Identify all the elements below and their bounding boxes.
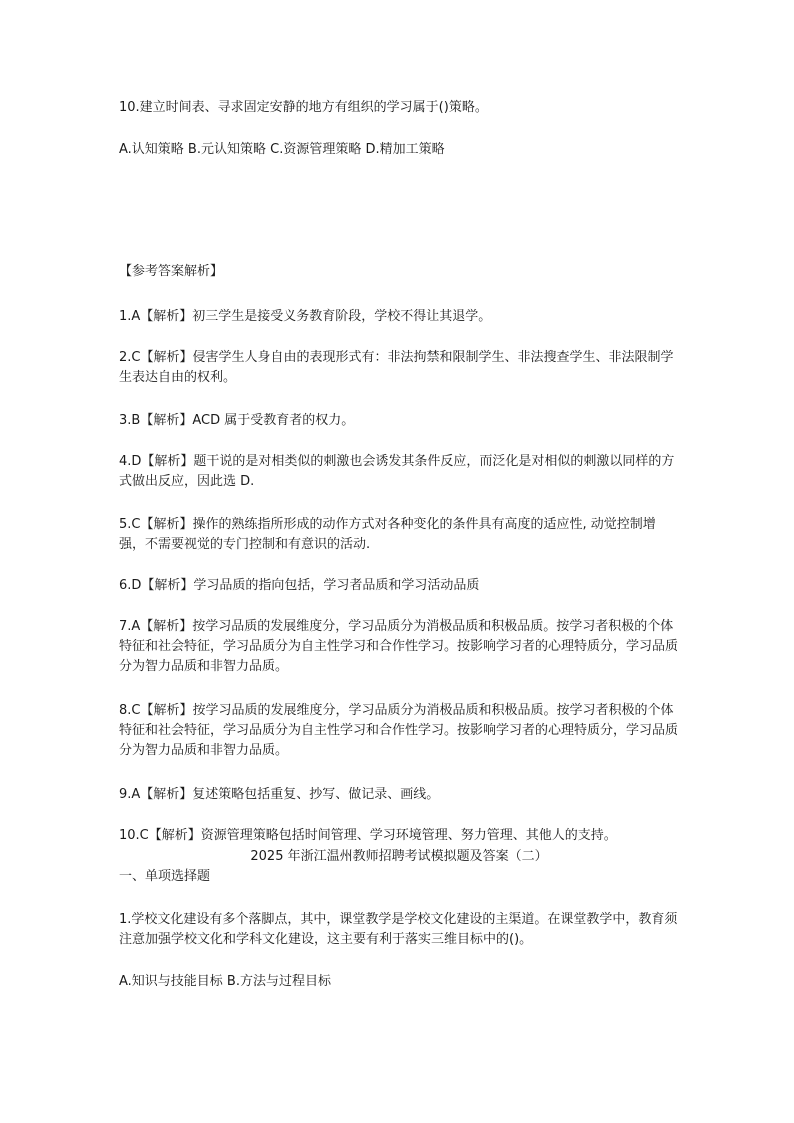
answer-item-10: 10.C【解析】资源管理策略包括时间管理、学习环境管理、努力管理、其他人的支持。 xyxy=(119,828,617,843)
answer-item-8: 8.C【解析】按学习品质的发展维度分，学习品质分为消极品质和积极品质。按学习者积极的个体特征和社会特征，学习品质分为自主性学习和合作性学习。按影响学习者的心理特质分，学习品质分为智力品质和非智力品质。 xyxy=(119,703,679,758)
exam-title: 2025 年浙江温州教师招聘考试模拟题及答案（二） xyxy=(250,849,548,864)
question-1-options: A.知识与技能目标 B.方法与过程目标 xyxy=(119,974,331,989)
answer-item-9: 9.A【解析】复述策略包括重复、抄写、做记录、画线。 xyxy=(119,787,440,802)
section-heading: 一、单项选择题 xyxy=(119,869,211,884)
answer-item-7: 7.A【解析】按学习品质的发展维度分，学习品质分为消极品质和积极品质。按学习者积极的个体特征和社会特征，学习品质分为自主性学习和合作性学习。按影响学习者的心理特质分，学习品质分为智力品质和非智力品质。 xyxy=(119,619,679,674)
answer-item-2: 2.C【解析】侵害学生人身自由的表现形式有：非法拘禁和限制学生、非法搜查学生、非法限制学生表达自由的权利。 xyxy=(119,350,674,385)
question-1-stem: 1.学校文化建设有多个落脚点，其中，课堂教学是学校文化建设的主渠道。在课堂教学中，教育须注意加强学校文化和学科文化建设，这主要有利于落实三维目标中的()。 xyxy=(119,912,678,947)
answer-item-4: 4.D【解析】题干说的是对相类似的刺激也会诱发其条件反应，而泛化是对相似的刺激以同样的方式做出反应，因此选 D. xyxy=(119,454,675,489)
question-10-options: A.认知策略 B.元认知策略 C.资源管理策略 D.精加工策略 xyxy=(119,142,445,157)
answer-item-5: 5.C【解析】操作的熟练指所形成的动作方式对各种变化的条件具有高度的适应性, 动觉控制增强，不需要视觉的专门控制和有意识的活动. xyxy=(119,517,656,552)
answer-item-3: 3.B【解析】ACD 属于受教育者的权力。 xyxy=(119,413,355,428)
answer-item-1: 1.A【解析】初三学生是接受义务教育阶段，学校不得让其退学。 xyxy=(119,309,492,324)
answer-item-6: 6.D【解析】学习品质的指向包括，学习者品质和学习活动品质 xyxy=(119,578,480,593)
question-10-stem: 10.建立时间表、寻求固定安静的地方有组织的学习属于()策略。 xyxy=(119,100,488,115)
answer-section-heading: 【参考答案解析】 xyxy=(119,264,224,279)
